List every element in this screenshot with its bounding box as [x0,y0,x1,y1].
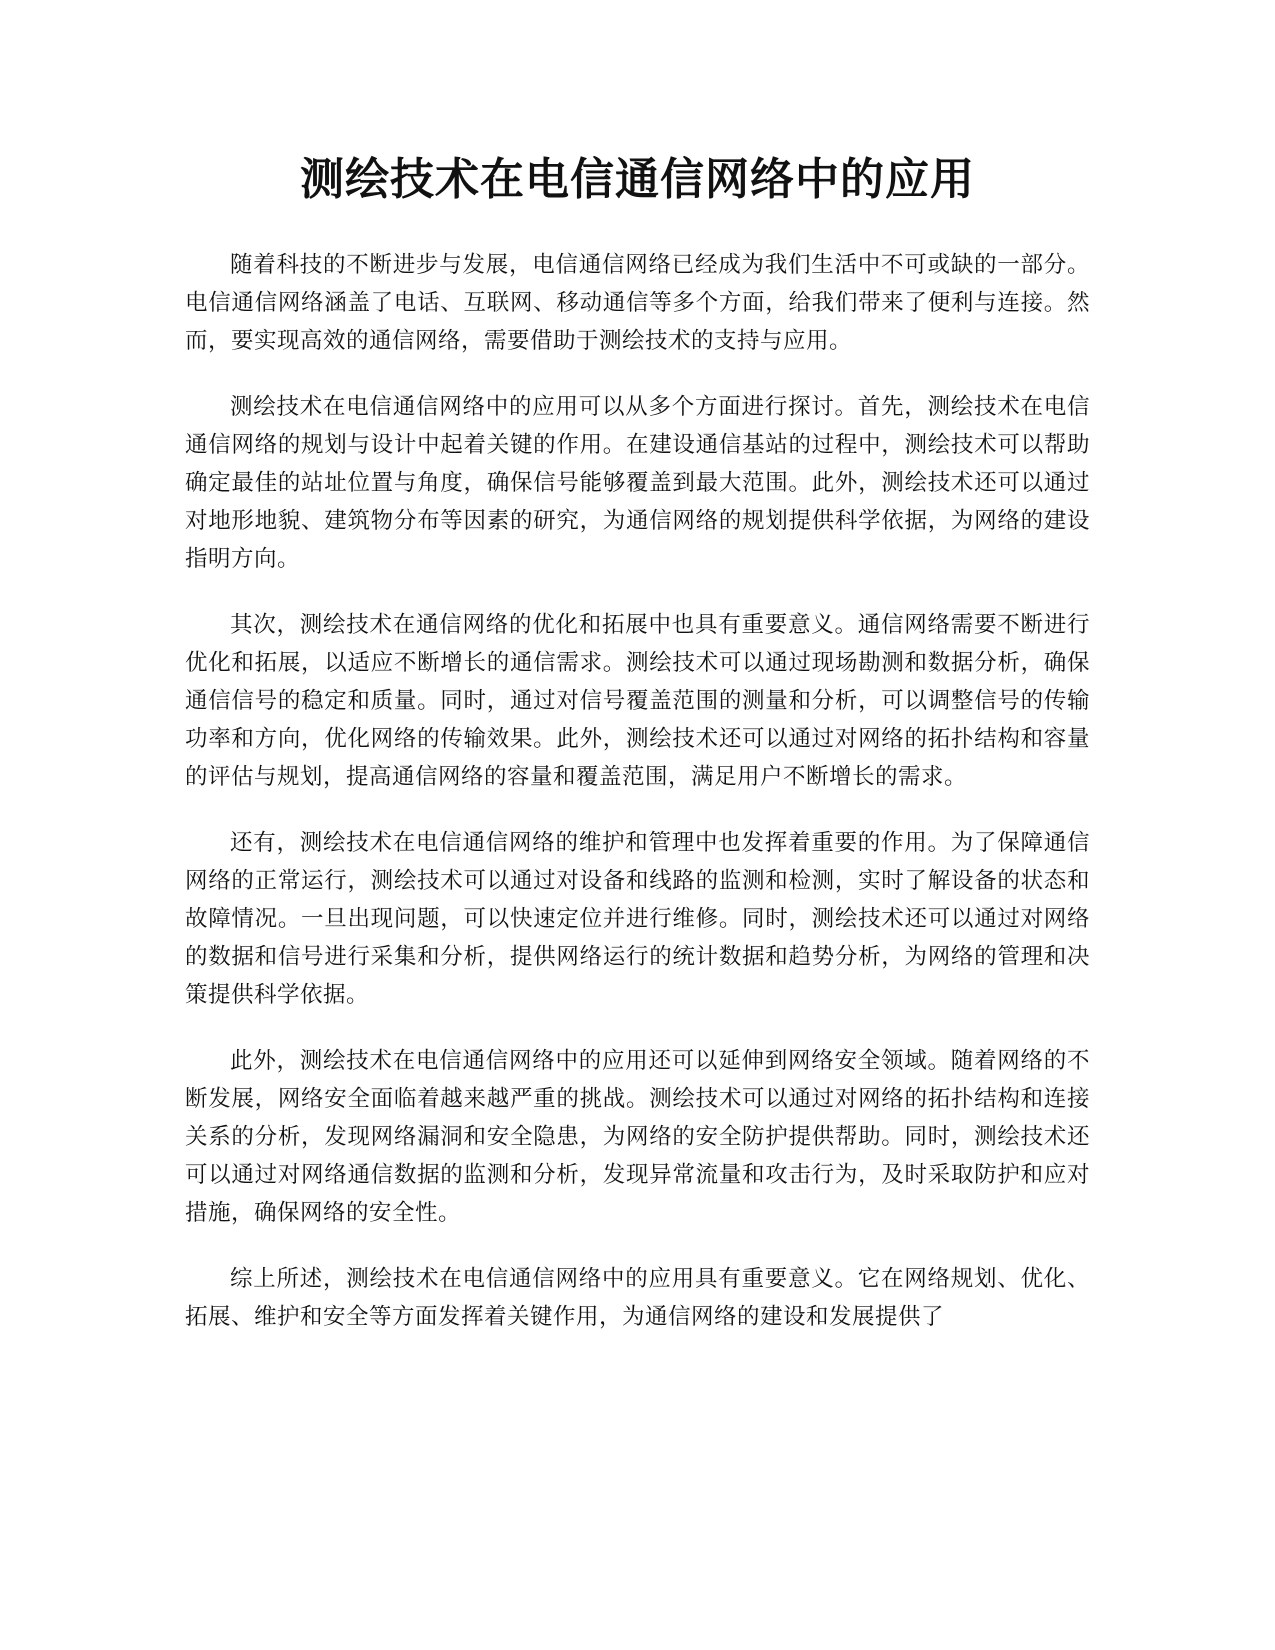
paragraph-intro: 随着科技的不断进步与发展，电信通信网络已经成为我们生活中不可或缺的一部分。电信通信网络涵盖了电话、互联网、移动通信等多个方面，给我们带来了便利与连接。然而，要实现高效的通信网络，需要借助于测绘技术的支持与应用。 [185,252,1090,354]
document-body [185,246,1090,1364]
paragraph-summary: 综上所述，测绘技术在电信通信网络中的应用具有重要意义。它在网络规划、优化、拓展、维护和安全等方面发挥着关键作用，为通信网络的建设和发展提供了 [185,1266,1090,1330]
document-title: 测绘技术在电信通信网络中的应用 [300,154,975,205]
paragraph-maintenance: 还有，测绘技术在电信通信网络的维护和管理中也发挥着重要的作用。为了保障通信网络的正常运行，测绘技术可以通过对设备和线路的监测和检测，实时了解设备的状态和故障情况。一旦出现问题，可以快速定位并进行维修。同时，测绘技术还可以通过对网络的数据和信号进行采集和分析，提供网络运行的统计数据和趋势分析，为网络的管理和决策提供科学依据。 [185,830,1090,1008]
paragraph-optimization: 其次，测绘技术在通信网络的优化和拓展中也具有重要意义。通信网络需要不断进行优化和拓展，以适应不断增长的通信需求。测绘技术可以通过现场勘测和数据分析，确保通信信号的稳定和质量。同时，通过对信号覆盖范围的测量和分析，可以调整信号的传输功率和方向，优化网络的传输效果。此外，测绘技术还可以通过对网络的拓扑结构和容量的评估与规划，提高通信网络的容量和覆盖范围，满足用户不断增长的需求。 [185,612,1090,790]
paragraph-security: 此外，测绘技术在电信通信网络中的应用还可以延伸到网络安全领域。随着网络的不断发展，网络安全面临着越来越严重的挑战。测绘技术可以通过对网络的拓扑结构和连接关系的分析，发现网络漏洞和安全隐患，为网络的安全防护提供帮助。同时，测绘技术还可以通过对网络通信数据的监测和分析，发现异常流量和攻击行为，及时采取防护和应对措施，确保网络的安全性。 [185,1048,1090,1226]
paragraph-planning: 测绘技术在电信通信网络中的应用可以从多个方面进行探讨。首先，测绘技术在电信通信网络的规划与设计中起着关键的作用。在建设通信基站的过程中，测绘技术可以帮助确定最佳的站址位置与角度，确保信号能够覆盖到最大范围。此外，测绘技术还可以通过对地形地貌、建筑物分布等因素的研究，为通信网络的规划提供科学依据，为网络的建设指明方向。 [185,394,1090,572]
